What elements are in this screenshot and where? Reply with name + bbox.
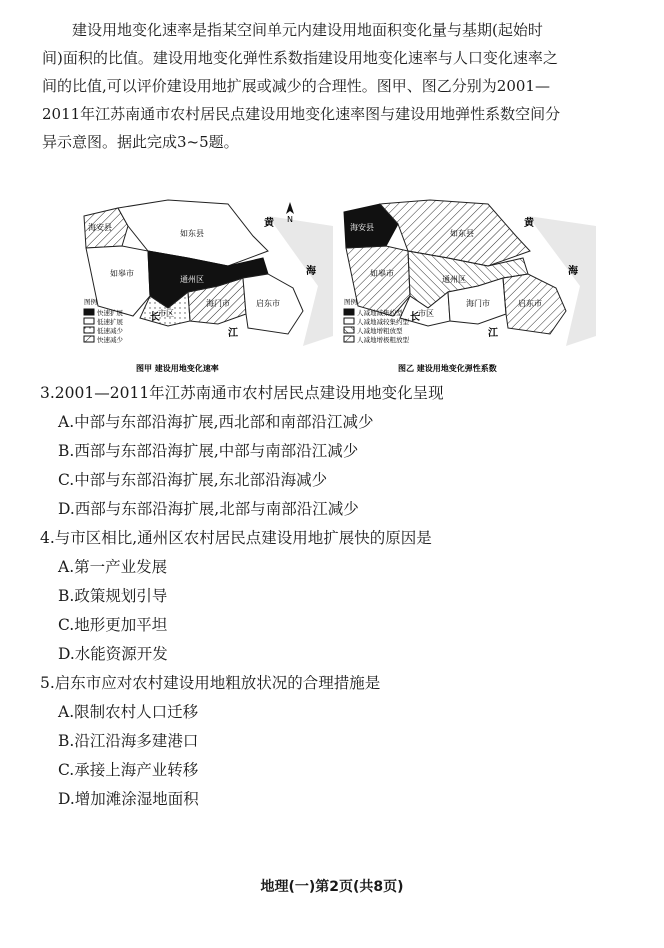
legend-item: 人减地减集约型 bbox=[357, 309, 403, 317]
label-huang: 黄 bbox=[264, 218, 274, 229]
label-chang: 长 bbox=[150, 312, 160, 323]
label-qidong: 启东市 bbox=[518, 299, 542, 308]
intro-line: 建设用地变化速率是指某空间单元内建设用地面积变化量与基期(起始时 bbox=[72, 21, 543, 39]
intro-paragraph bbox=[42, 16, 624, 156]
legend-title: 图例 bbox=[84, 298, 97, 306]
label-haimen: 海门市 bbox=[466, 299, 490, 308]
label-shiqu: 市区 bbox=[158, 309, 174, 318]
label-tongzhou: 通州区 bbox=[442, 275, 466, 284]
question-3-stem: 3.2001—2011年江苏南通市农村居民点建设用地变化呈现 bbox=[40, 384, 444, 402]
question-4-option-a[interactable]: A.第一产业发展 bbox=[58, 558, 168, 576]
label-haian: 海安县 bbox=[350, 223, 374, 232]
map-figure-b bbox=[338, 196, 600, 376]
question-3-option-a[interactable]: A.中部与东部沿海扩展,西北部和南部沿江减少 bbox=[58, 413, 374, 431]
label-huang: 黄 bbox=[524, 218, 534, 229]
intro-line: 异示意图。据此完成3~5题。 bbox=[42, 133, 239, 151]
question-4-stem: 4.与市区相比,通州区农村居民点建设用地扩展快的原因是 bbox=[40, 529, 432, 547]
label-jiang: 江 bbox=[228, 328, 238, 339]
intro-line: 间的比值,可以评价建设用地扩展或减少的合理性。图甲、图乙分别为2001— bbox=[42, 77, 550, 95]
label-hai: 海 bbox=[568, 266, 578, 277]
legend-item: 低速减少 bbox=[97, 327, 123, 335]
label-rugao: 如皋市 bbox=[110, 269, 134, 278]
intro-line: 间)面积的比值。建设用地变化弹性系数指建设用地变化速率与人口变化速率之 bbox=[42, 49, 558, 67]
question-3-option-c[interactable]: C.中部与东部沿海扩展,东北部沿海减少 bbox=[58, 471, 328, 489]
legend-title: 图例 bbox=[344, 298, 357, 306]
caption-b: 图乙 建设用地变化弹性系数 bbox=[398, 364, 497, 373]
label-jiang: 江 bbox=[488, 328, 498, 339]
question-3-option-b[interactable]: B.西部与东部沿海扩展,中部与南部沿江减少 bbox=[58, 442, 359, 460]
question-4-option-c[interactable]: C.地形更加平坦 bbox=[58, 616, 168, 634]
question-3-option-d[interactable]: D.西部与东部沿海扩展,北部与南部沿江减少 bbox=[58, 500, 359, 518]
label-qidong: 启东市 bbox=[256, 299, 280, 308]
legend-item: 人减地减较集约型 bbox=[357, 318, 409, 326]
legend-item: 快速扩展 bbox=[97, 309, 123, 317]
label-haian: 海安县 bbox=[88, 223, 112, 232]
legend-item: 快速减少 bbox=[97, 336, 123, 344]
page-footer: 地理(一)第2页(共8页) bbox=[260, 879, 404, 895]
legend-item: 人减地增粗放型 bbox=[357, 327, 403, 335]
label-shiqu: 市区 bbox=[418, 309, 434, 318]
north-arrow bbox=[286, 202, 294, 224]
question-5-option-b[interactable]: B.沿江沿海多建港口 bbox=[58, 732, 199, 750]
label-rudong: 如东县 bbox=[180, 229, 204, 238]
question-4-option-d[interactable]: D.水能资源开发 bbox=[58, 645, 168, 663]
question-5-option-a[interactable]: A.限制农村人口迁移 bbox=[58, 703, 199, 721]
question-5-option-d[interactable]: D.增加滩涂湿地面积 bbox=[58, 790, 199, 808]
question-4-option-b[interactable]: B.政策规划引导 bbox=[58, 587, 168, 605]
label-rugao: 如皋市 bbox=[370, 269, 394, 278]
north-label: N bbox=[287, 215, 293, 224]
label-haimen: 海门市 bbox=[206, 299, 230, 308]
map-figure-a bbox=[78, 196, 338, 376]
question-5-option-c[interactable]: C.承接上海产业转移 bbox=[58, 761, 199, 779]
label-tongzhou: 通州区 bbox=[180, 275, 204, 284]
intro-line: 2011年江苏南通市农村居民点建设用地变化速率图与建设用地弹性系数空间分 bbox=[42, 105, 561, 123]
label-hai: 海 bbox=[306, 266, 316, 277]
legend-item: 人减地增极粗放型 bbox=[357, 336, 409, 344]
label-chang: 长 bbox=[410, 312, 420, 323]
label-rudong: 如东县 bbox=[450, 229, 474, 238]
legend-item: 低速扩展 bbox=[97, 318, 123, 326]
caption-a: 图甲 建设用地变化速率 bbox=[136, 364, 219, 373]
question-5-stem: 5.启东市应对农村建设用地粗放状况的合理措施是 bbox=[40, 674, 381, 692]
